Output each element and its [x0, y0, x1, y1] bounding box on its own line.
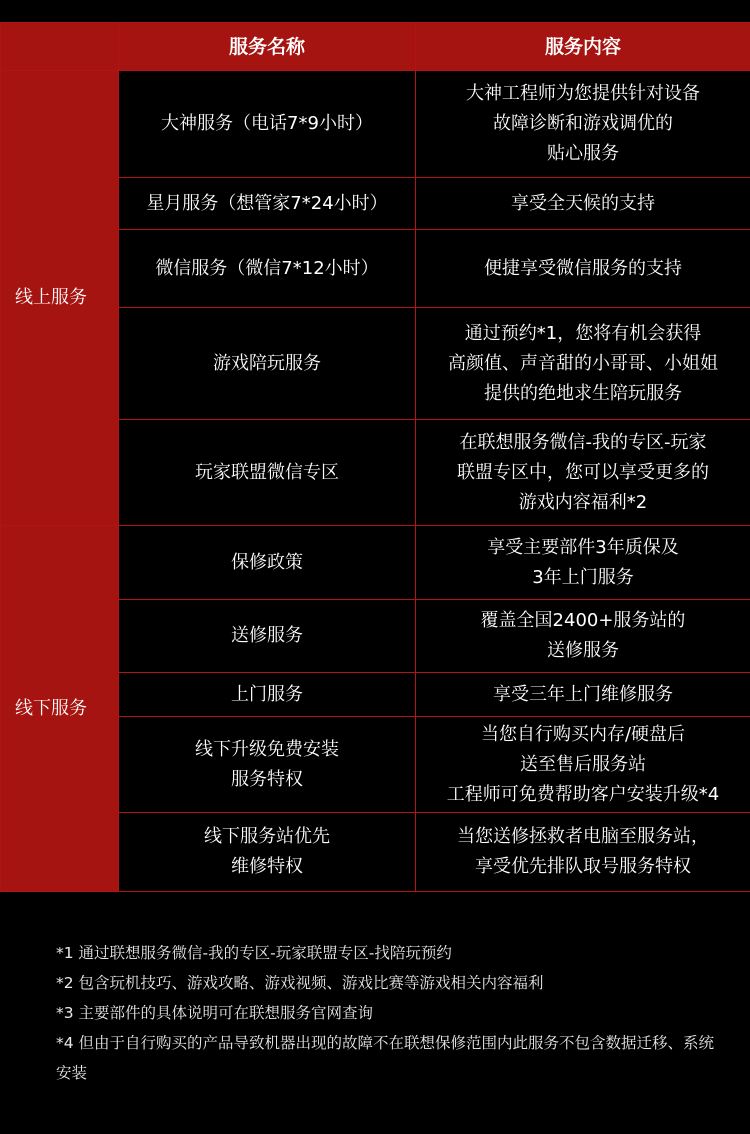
group-label-online: 线上服务	[1, 71, 119, 526]
service-name-cell: 微信服务（微信7*12小时）	[119, 230, 416, 308]
service-content-cell: 大神工程师为您提供针对设备 故障诊断和游戏调优的 贴心服务	[416, 71, 750, 178]
footnote-1: *1 通过联想服务微信-我的专区-玩家联盟专区-找陪玩预约	[56, 944, 452, 962]
service-content-cell: 通过预约*1，您将有机会获得 高颜值、声音甜的小哥哥、小姐姐 提供的绝地求生陪玩服务	[416, 308, 750, 420]
footnote-4: *4 但由于自行购买的产品导致机器出现的故障不在联想保修范围内此服务不包含数据迁移、系统安装	[56, 1034, 715, 1082]
service-name-cell: 玩家联盟微信专区	[119, 420, 416, 526]
footnote-2: *2 包含玩机技巧、游戏攻略、游戏视频、游戏比赛等游戏相关内容福利	[56, 974, 544, 992]
table-row	[1, 71, 750, 178]
table-header-row	[1, 23, 750, 71]
table-row	[1, 526, 750, 600]
service-content-cell: 享受主要部件3年质保及 3年上门服务	[416, 526, 750, 600]
service-content-cell: 在联想服务微信-我的专区-玩家 联盟专区中，您可以享受更多的 游戏内容福利*2	[416, 420, 750, 526]
service-name-cell: 线下服务站优先 维修特权	[119, 813, 416, 892]
service-name-cell: 保修政策	[119, 526, 416, 600]
service-name-cell: 上门服务	[119, 673, 416, 717]
service-name-cell: 线下升级免费安装 服务特权	[119, 717, 416, 813]
service-content-cell: 覆盖全国2400+服务站的 送修服务	[416, 600, 750, 673]
footnote-3: *3 主要部件的具体说明可在联想服务官网查询	[56, 1004, 374, 1022]
service-name-cell: 游戏陪玩服务	[119, 308, 416, 420]
service-name-cell: 送修服务	[119, 600, 416, 673]
service-name-cell: 大神服务（电话7*9小时）	[119, 71, 416, 178]
header-corner-cell	[1, 23, 119, 71]
header-service-content: 服务内容	[416, 23, 750, 71]
service-content-cell: 享受三年上门维修服务	[416, 673, 750, 717]
service-content-cell: 当您送修拯救者电脑至服务站， 享受优先排队取号服务特权	[416, 813, 750, 892]
group-label-offline: 线下服务	[1, 526, 119, 892]
service-content-cell: 便捷享受微信服务的支持	[416, 230, 750, 308]
service-content-cell: 当您自行购买内存/硬盘后 送至售后服务站 工程师可免费帮助客户安装升级*4	[416, 717, 750, 813]
header-service-name: 服务名称	[119, 23, 416, 71]
footnotes	[56, 938, 720, 1088]
service-table	[0, 22, 750, 892]
service-content-cell: 享受全天候的支持	[416, 178, 750, 230]
service-name-cell: 星月服务（想管家7*24小时）	[119, 178, 416, 230]
